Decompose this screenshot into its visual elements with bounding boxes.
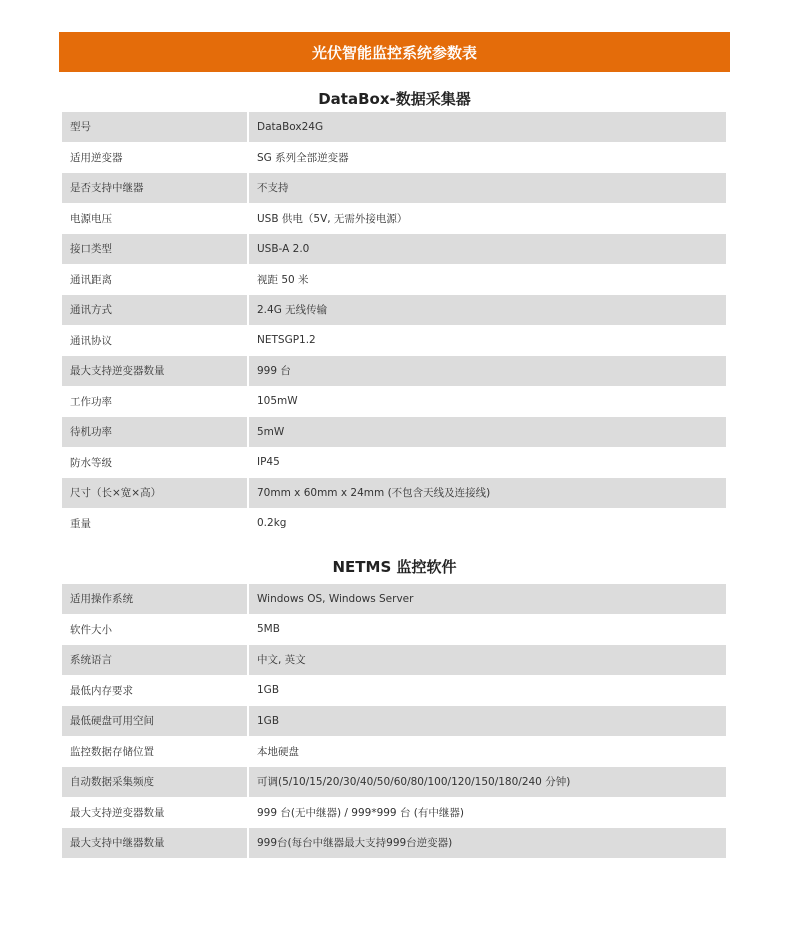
spec-row xyxy=(62,584,726,614)
spec-value: USB-A 2.0 xyxy=(248,234,726,265)
spec-value: 1GB xyxy=(248,706,726,737)
spec-value: 0.2kg xyxy=(248,508,726,539)
databox-section-title: DataBox-数据采集器 xyxy=(318,90,471,108)
spec-name: 最低硬盘可用空间 xyxy=(62,706,248,737)
spec-value: 999 台(无中继器) / 999*999 台 (有中继器) xyxy=(248,797,726,828)
spec-name: 防水等级 xyxy=(62,447,248,478)
spec-row xyxy=(62,736,726,767)
spec-row xyxy=(62,173,726,204)
spec-value: 105mW xyxy=(248,386,726,417)
spec-value: 视距 50 米 xyxy=(248,264,726,295)
spec-row xyxy=(62,767,726,798)
spec-row xyxy=(62,295,726,326)
spec-value: 本地硬盘 xyxy=(248,736,726,767)
netms-spec-table xyxy=(62,584,726,859)
spec-name: 通讯方式 xyxy=(62,295,248,326)
spec-row xyxy=(62,203,726,234)
spec-row xyxy=(62,264,726,295)
spec-value: NETSGP1.2 xyxy=(248,325,726,356)
spec-row xyxy=(62,828,726,859)
spec-value: 不支持 xyxy=(248,173,726,204)
spec-value: 中文, 英文 xyxy=(248,645,726,676)
spec-name: 最大支持逆变器数量 xyxy=(62,356,248,387)
spec-value: 2.4G 无线传输 xyxy=(248,295,726,326)
spec-name: 重量 xyxy=(62,508,248,539)
spec-name: 监控数据存储位置 xyxy=(62,736,248,767)
spec-name: 自动数据采集频度 xyxy=(62,767,248,798)
spec-name: 系统语言 xyxy=(62,645,248,676)
spec-name: 是否支持中继器 xyxy=(62,173,248,204)
netms-section-title: NETMS 监控软件 xyxy=(332,558,457,576)
spec-value: 999台(每台中继器最大支持999台逆变器) xyxy=(248,828,726,859)
spec-name: 型号 xyxy=(62,112,248,142)
spec-value: IP45 xyxy=(248,447,726,478)
spec-name: 尺寸（长×宽×高） xyxy=(62,478,248,509)
spec-value: DataBox24G xyxy=(248,112,726,142)
spec-value: Windows OS, Windows Server xyxy=(248,584,726,614)
spec-name: 通讯距离 xyxy=(62,264,248,295)
spec-name: 软件大小 xyxy=(62,614,248,645)
spec-name: 通讯协议 xyxy=(62,325,248,356)
spec-name: 最大支持中继器数量 xyxy=(62,828,248,859)
spec-row xyxy=(62,356,726,387)
spec-name: 电源电压 xyxy=(62,203,248,234)
spec-value: USB 供电（5V, 无需外接电源） xyxy=(248,203,726,234)
spec-name: 适用操作系统 xyxy=(62,584,248,614)
spec-value: 5mW xyxy=(248,417,726,448)
spec-row xyxy=(62,675,726,706)
spec-name: 最低内存要求 xyxy=(62,675,248,706)
spec-row xyxy=(62,706,726,737)
spec-value: 1GB xyxy=(248,675,726,706)
databox-spec-table xyxy=(62,112,726,539)
page-banner-title: 光伏智能监控系统参数表 xyxy=(59,32,730,72)
spec-row xyxy=(62,645,726,676)
spec-name: 工作功率 xyxy=(62,386,248,417)
spec-row xyxy=(62,508,726,539)
spec-value: 可调(5/10/15/20/30/40/50/60/80/100/120/150/180/240 分钟) xyxy=(248,767,726,798)
spec-row xyxy=(62,112,726,142)
spec-row xyxy=(62,417,726,448)
spec-value: SG 系列全部逆变器 xyxy=(248,142,726,173)
spec-value: 70mm x 60mm x 24mm (不包含天线及连接线) xyxy=(248,478,726,509)
spec-row xyxy=(62,614,726,645)
spec-row xyxy=(62,478,726,509)
spec-row xyxy=(62,325,726,356)
spec-row xyxy=(62,142,726,173)
spec-row xyxy=(62,386,726,417)
spec-value: 999 台 xyxy=(248,356,726,387)
spec-row xyxy=(62,447,726,478)
spec-row xyxy=(62,797,726,828)
spec-row xyxy=(62,234,726,265)
spec-name: 接口类型 xyxy=(62,234,248,265)
spec-name: 待机功率 xyxy=(62,417,248,448)
spec-value: 5MB xyxy=(248,614,726,645)
spec-name: 最大支持逆变器数量 xyxy=(62,797,248,828)
spec-name: 适用逆变器 xyxy=(62,142,248,173)
